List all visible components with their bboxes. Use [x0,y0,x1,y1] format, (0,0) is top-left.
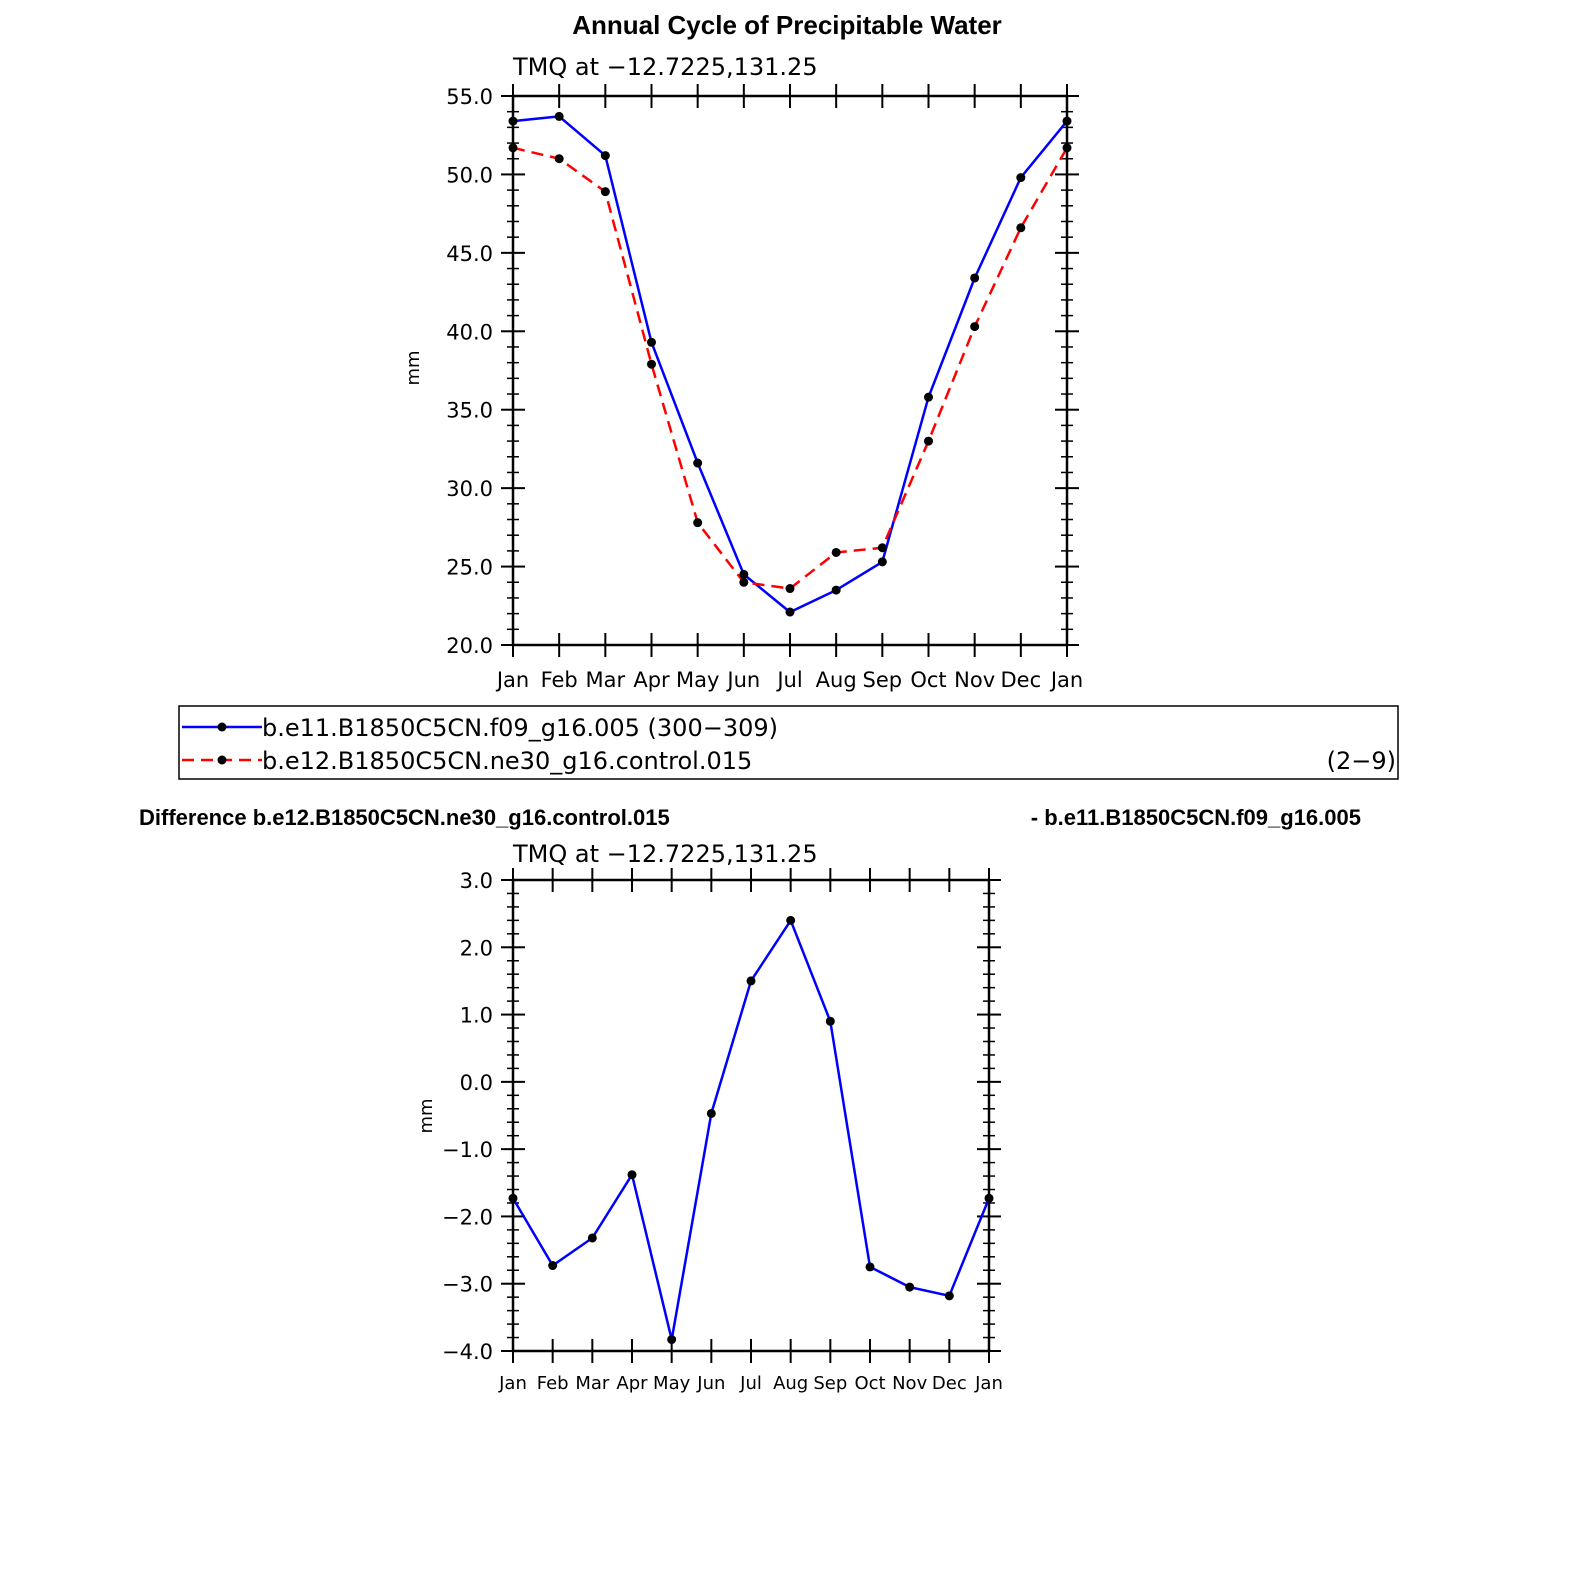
legend [179,706,1398,779]
legend-label-2: b.e12.B1850C5CN.ne30_g16.control.015 [262,747,753,775]
x-tick-label: Aug [773,1373,809,1394]
data-point [747,976,756,985]
series-line-2 [513,148,1067,589]
precipitable-water-chart [403,53,1083,692]
x-tick-label: Jul [777,668,803,692]
data-point [509,117,518,126]
difference-chart [416,840,1003,1394]
data-point [739,578,748,587]
x-tick-label: Apr [633,668,670,692]
x-tick-label: Jun [697,1373,726,1394]
x-tick-label: Mar [585,668,626,692]
x-tick-label: Jan [499,1373,527,1394]
data-point [1063,143,1072,152]
data-point [985,1194,994,1203]
plot-frame [513,880,989,1351]
data-point [832,586,841,595]
x-tick-label: Feb [536,1373,569,1394]
data-point [601,151,610,160]
x-tick-label: Dec [931,1373,967,1394]
x-tick-label: May [653,1373,691,1394]
data-point [555,154,564,163]
figure-title: Annual Cycle of Precipitable Water [572,10,1002,40]
legend-label-1: b.e11.B1850C5CN.f09_g16.005 (300−309) [262,714,778,742]
x-tick-label: Dec [1000,668,1042,692]
difference-title-right: - b.e11.B1850C5CN.f09_g16.005 [1030,805,1361,830]
data-point [1016,223,1025,232]
data-point [647,360,656,369]
x-tick-label: Feb [540,668,578,692]
x-tick-label: Mar [575,1373,610,1394]
data-point [866,1262,875,1271]
chart1-subtitle: TMQ at −12.7225,131.25 [513,53,818,81]
y-tick-label: −3.0 [442,1272,493,1297]
y-tick-label: 55.0 [446,85,493,109]
y-tick-label: −2.0 [442,1205,493,1230]
y-tick-label: −1.0 [442,1138,493,1163]
data-point [924,437,933,446]
data-point [945,1291,954,1300]
chart2-subtitle: TMQ at −12.7225,131.25 [513,840,818,868]
plot-frame [513,96,1067,645]
x-tick-label: Sep [813,1373,848,1394]
y-tick-label: 35.0 [446,398,493,423]
y-tick-label: 2.0 [459,936,493,961]
data-point [555,112,564,121]
data-point [1063,117,1072,126]
data-point [786,916,795,925]
chart2-ylabel: mm [416,1098,437,1134]
data-point [970,273,979,282]
y-tick-label: 0.0 [459,1070,493,1095]
data-point [509,143,518,152]
y-tick-label: 20.0 [446,634,493,658]
data-point [548,1261,557,1270]
y-tick-label: 50.0 [446,163,493,188]
data-point [693,518,702,527]
x-tick-label: Oct [910,668,947,692]
data-point [826,1017,835,1026]
data-point [707,1109,716,1118]
x-tick-label: Jan [975,1373,1003,1394]
legend-label-2-range: (2−9) [1326,747,1396,775]
legend-marker-1 [218,723,227,732]
x-tick-label: Aug [815,668,857,692]
difference-title-left: Difference b.e12.B1850C5CN.ne30_g16.control.015 [139,805,670,830]
y-tick-label: 3.0 [459,869,493,893]
y-tick-label: 40.0 [446,320,493,345]
x-tick-label: Nov [892,1373,928,1394]
data-point [786,584,795,593]
data-point [1016,173,1025,182]
data-point [924,393,933,402]
y-tick-label: 45.0 [446,241,493,266]
data-point [786,608,795,617]
chart1-ylabel: mm [403,350,424,386]
y-tick-label: 30.0 [446,477,493,502]
x-tick-label: Jan [1050,668,1084,692]
data-point [601,187,610,196]
x-tick-label: May [675,668,720,692]
data-point [832,548,841,557]
data-point [905,1283,914,1292]
data-point [647,338,656,347]
data-point [739,570,748,579]
x-tick-label: Jul [740,1373,762,1394]
data-point [667,1335,676,1344]
series-line-1 [513,116,1067,612]
data-point [878,557,887,566]
data-point [628,1170,637,1179]
x-tick-label: Nov [954,668,996,692]
data-point [970,322,979,331]
data-point [693,459,702,468]
x-tick-label: Apr [616,1373,648,1394]
y-tick-label: −4.0 [442,1340,493,1364]
legend-marker-2 [218,756,227,765]
y-tick-label: 25.0 [446,555,493,580]
data-point [588,1233,597,1242]
x-tick-label: Jan [496,668,530,692]
data-point [878,543,887,552]
y-tick-label: 1.0 [459,1003,493,1028]
data-point [509,1194,518,1203]
x-tick-label: Oct [854,1373,886,1394]
x-tick-label: Jun [727,668,761,692]
x-tick-label: Sep [862,668,903,692]
